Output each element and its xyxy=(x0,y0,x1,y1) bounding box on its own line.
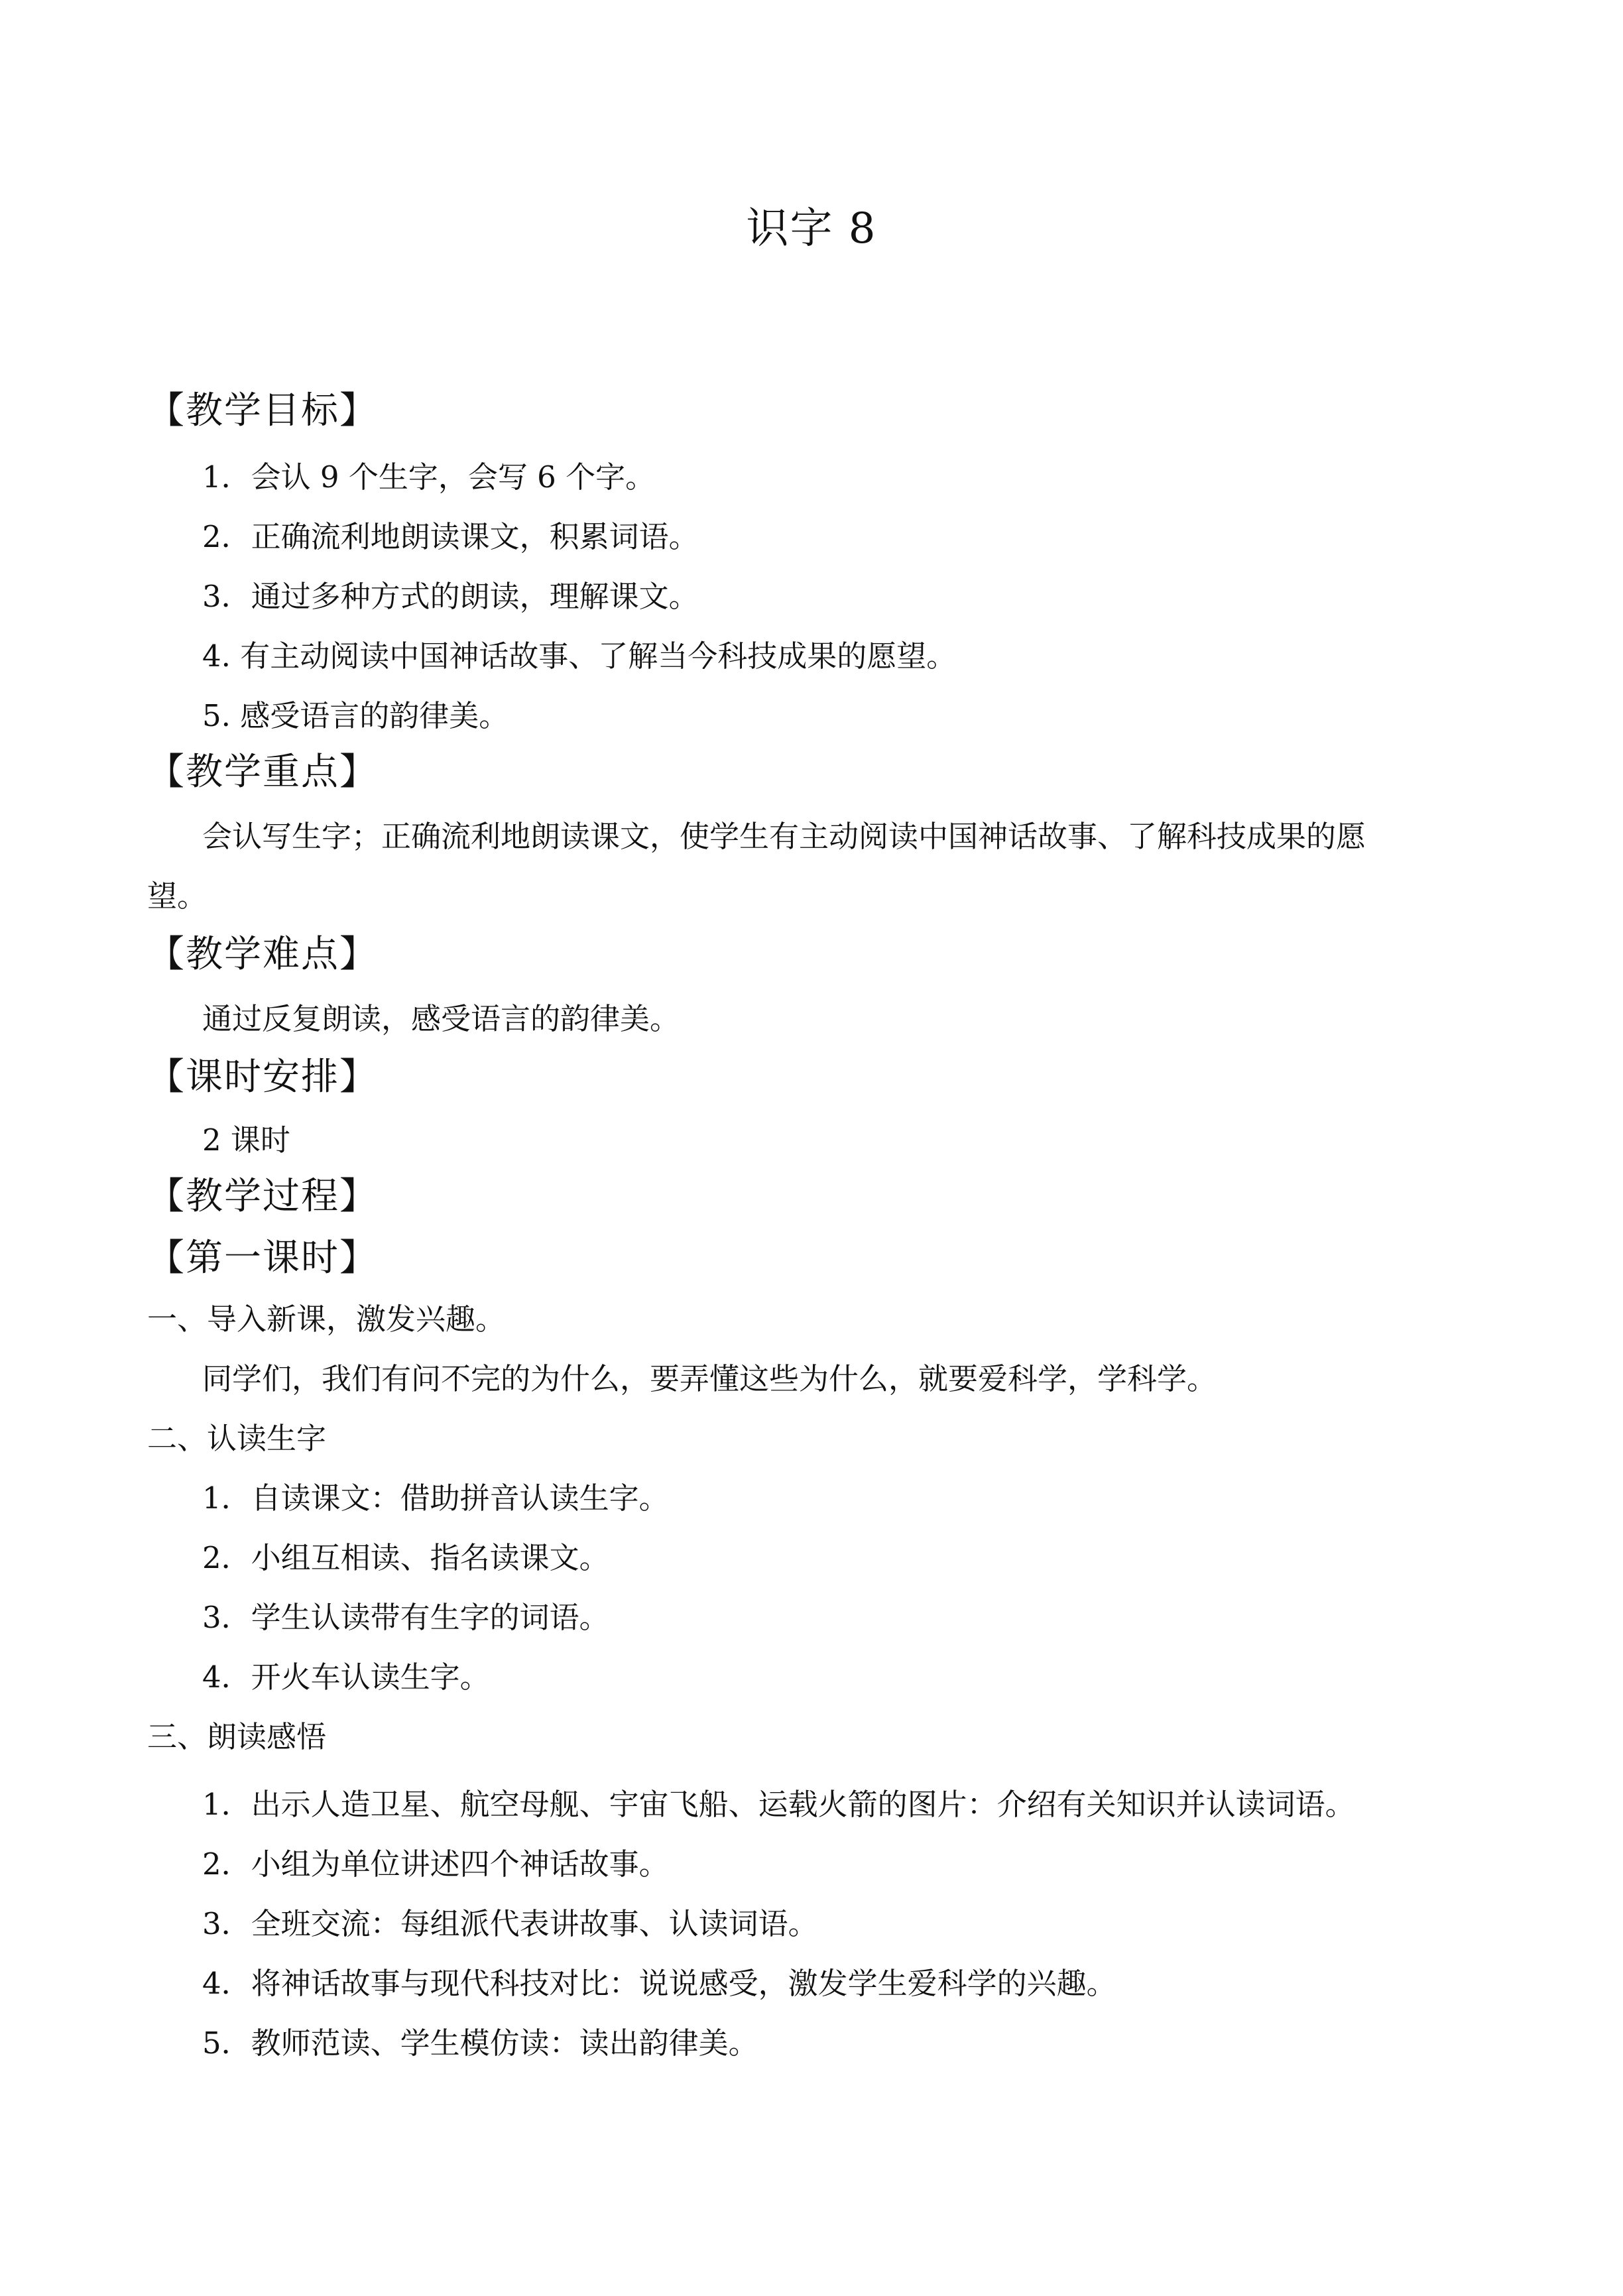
section-2-title: 二、认读生字 xyxy=(147,1421,327,1456)
objective-item-1: 1．会认 9 个生字，会写 6 个字。 xyxy=(202,459,656,495)
objectives-heading: 【教学目标】 xyxy=(147,389,378,432)
objective-item-3: 3．通过多种方式的朗读，理解课文。 xyxy=(202,579,699,614)
schedule-text: 2 课时 xyxy=(202,1122,290,1158)
process-heading: 【教学过程】 xyxy=(147,1175,378,1218)
section-3-item-2: 2．小组为单位讲述四个神话故事。 xyxy=(202,1846,669,1882)
key-points-text-line1: 会认写生字；正确流利地朗读课文，使学生有主动阅读中国神话故事、了解科技成果的愿 xyxy=(202,819,1366,854)
section-2-item-2: 2．小组互相读、指名读课文。 xyxy=(202,1540,609,1575)
schedule-heading: 【课时安排】 xyxy=(147,1056,378,1099)
section-1-item-1: 同学们，我们有问不完的为什么，要弄懂这些为什么，就要爱科学，学科学。 xyxy=(202,1361,1217,1396)
difficulties-text: 通过反复朗读，感受语言的韵律美。 xyxy=(202,1001,680,1036)
section-3-title: 三、朗读感悟 xyxy=(147,1719,327,1754)
section-3-item-1: 1．出示人造卫星、航空母舰、宇宙飞船、运载火箭的图片：介绍有关知识并认读词语。 xyxy=(202,1787,1355,1822)
page-title: 识字 8 xyxy=(746,204,877,253)
section-3-item-5: 5．教师范读、学生模仿读：读出韵律美。 xyxy=(202,2025,758,2061)
section-3-item-4: 4．将神话故事与现代科技对比：说说感受，激发学生爱科学的兴趣。 xyxy=(202,1966,1116,2001)
section-2-item-4: 4．开火车认读生字。 xyxy=(202,1660,490,1695)
objective-item-4: 4. 有主动阅读中国神话故事、了解当今科技成果的愿望。 xyxy=(202,638,957,674)
section-1-title: 一、导入新课，激发兴趣。 xyxy=(147,1301,506,1337)
section-2-item-1: 1．自读课文：借助拼音认读生字。 xyxy=(202,1480,669,1516)
section-3-item-3: 3．全班交流：每组派代表讲故事、认读词语。 xyxy=(202,1906,818,1941)
objective-item-5: 5. 感受语言的韵律美。 xyxy=(202,698,509,733)
section-2-item-3: 3．学生认读带有生字的词语。 xyxy=(202,1600,609,1635)
objective-item-2: 2．正确流利地朗读课文，积累词语。 xyxy=(202,519,699,554)
difficulties-heading: 【教学难点】 xyxy=(147,933,378,976)
first-lesson-heading: 【第一课时】 xyxy=(147,1237,378,1280)
key-points-text-line2: 望。 xyxy=(147,878,208,914)
key-points-heading: 【教学重点】 xyxy=(147,751,378,794)
